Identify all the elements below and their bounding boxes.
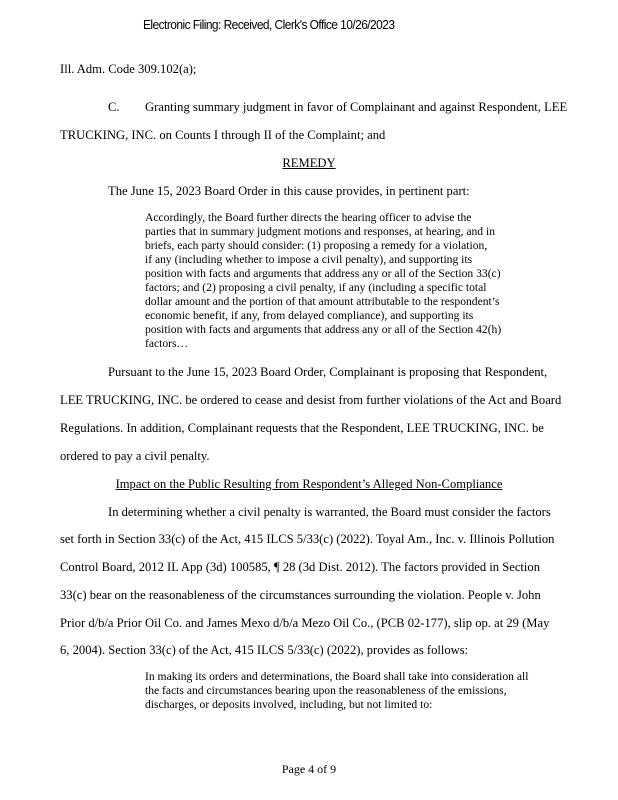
quote-line: discharges, or deposits involved, including, but not limited to: xyxy=(145,698,433,711)
text-line: set forth in Section 33(c) of the Act, 415 ILCS 5/33(c) (2022). Toyal Am., Inc. v. Illinois Pollution xyxy=(60,532,555,546)
remedy-intro: The June 15, 2023 Board Order in this cause provides, in pertinent part: xyxy=(108,184,470,198)
quote-line: economic benefit, if any, from delayed compliance), and supporting its xyxy=(145,309,474,322)
quote-line: parties that in summary judgment motions and responses, at hearing, and in xyxy=(145,225,495,238)
text-line: Control Board, 2012 IL App (3d) 100585, ¶ 28 (3d Dist. 2012). The factors provided in Section xyxy=(60,560,541,574)
text-line: Pursuant to the June 15, 2023 Board Order, Complainant is proposing that Respondent, xyxy=(108,365,548,379)
text-line: Ill. Adm. Code 309.102(a); xyxy=(60,62,197,76)
quote-line: dollar amount and the portion of that amount attributable to the respondent’s xyxy=(145,295,500,308)
remedy-heading: REMEDY xyxy=(282,156,336,170)
quote-line: position with facts and arguments that address any or all of the Section 42(h) xyxy=(145,323,502,336)
page-number: Page 4 of 9 xyxy=(281,762,337,776)
text-line: In determining whether a civil penalty is warranted, the Board must consider the factors xyxy=(108,505,551,519)
list-item-letter: C. xyxy=(108,100,120,114)
text-line: ordered to pay a civil penalty. xyxy=(60,449,210,463)
quote-line: In making its orders and determinations, the Board shall take into consideration all xyxy=(145,670,529,683)
impact-heading-wrap xyxy=(0,477,618,491)
filing-stamp-header: Electronic Filing: Received, Clerk's Office 10/26/2023 xyxy=(143,17,395,32)
text-line: Prior d/b/a Prior Oil Co. and James Mexo d/b/a Mezo Oil Co., (PCB 02-177), slip op. at 29 (May xyxy=(60,616,550,630)
list-item-continuation: TRUCKING, INC. on Counts I through II of the Complaint; and xyxy=(60,128,386,142)
quote-line: factors; and (2) proposing a civil penalty, if any (including a specific total xyxy=(145,281,487,294)
remedy-heading-wrap xyxy=(0,156,618,170)
text-line: 6, 2004). Section 33(c) of the Act, 415 ILCS 5/33(c) (2022), provides as follows: xyxy=(60,643,469,657)
quote-line: position with facts and arguments that address any or all of the Section 33(c) xyxy=(145,267,501,280)
text-line: 33(c) bear on the reasonableness of the circumstances surrounding the violation. People v. John xyxy=(60,588,541,602)
list-item-text: Granting summary judgment in favor of Complainant and against Respondent, LEE xyxy=(145,100,568,114)
text-line: LEE TRUCKING, INC. be ordered to cease and desist from further violations of the Act and Board xyxy=(60,393,562,407)
quote-line: Accordingly, the Board further directs the hearing officer to advise the xyxy=(145,211,472,224)
text-line: Regulations. In addition, Complainant requests that the Respondent, LEE TRUCKING, INC. be xyxy=(60,421,544,435)
quote-line: if any (including whether to impose a civil penalty), and supporting its xyxy=(145,253,473,266)
quote-line: factors… xyxy=(145,337,189,350)
impact-heading: Impact on the Public Resulting from Respondent’s Alleged Non-Compliance xyxy=(115,477,503,491)
quote-line: the facts and circumstances bearing upon the reasonableness of the emissions, xyxy=(145,684,507,697)
quote-line: briefs, each party should consider: (1) proposing a remedy for a violation, xyxy=(145,239,488,252)
